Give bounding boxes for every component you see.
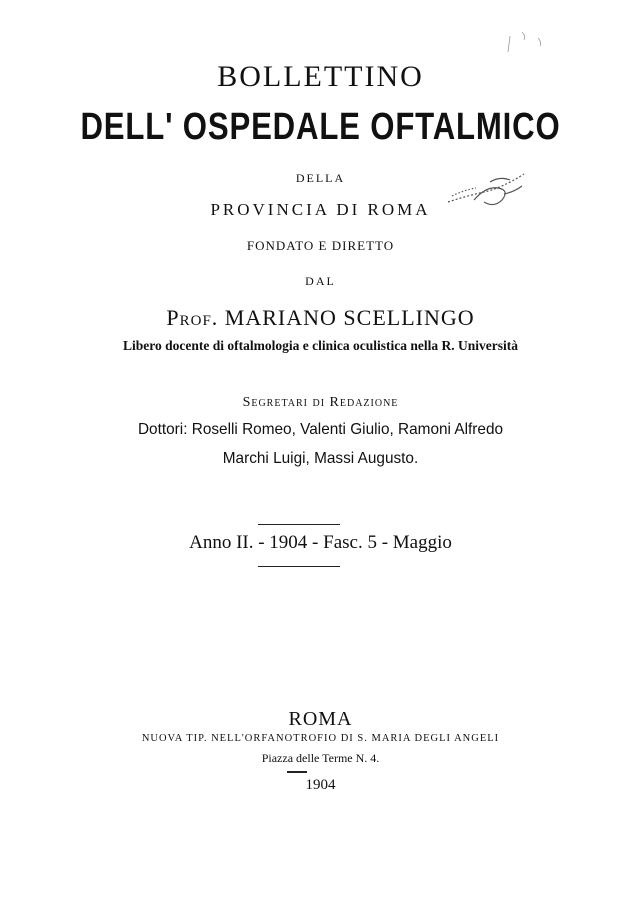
editorial-heading: Segretari di Redazione [242, 395, 399, 410]
author-name: MARIANO SCELLINGO [224, 305, 475, 330]
library-stamp-mark [444, 166, 530, 214]
dal-label: DAL [305, 274, 336, 288]
editorial-line-1: Dottori: Roselli Romeo, Valenti Giulio, Ramoni Alfredo [137, 421, 504, 438]
author-line [0, 305, 641, 331]
issue-rule-bottom [258, 566, 340, 567]
issue-line: Anno II. - 1904 - Fasc. 5 - Maggio [189, 532, 452, 553]
imprint-printer: NUOVA TIP. NELL'ORFANOTROFIO DI S. MARIA DEGLI ANGELI [141, 733, 500, 744]
author-prefix: Prof. [166, 305, 219, 330]
imprint-year: 1904 [305, 777, 336, 793]
title-line-1: BOLLETTINO [217, 60, 424, 93]
provincia-label: PROVINCIA DI ROMA [210, 200, 431, 219]
year-rule [287, 771, 307, 773]
imprint-address: Piazza delle Terme N. 4. [261, 751, 380, 765]
corner-pencil-mark [488, 28, 548, 58]
editorial-line-2: Marchi Luigi, Massi Augusto. [222, 450, 419, 467]
fondato-label: FONDATO E DIRETTO [246, 238, 395, 253]
title-line-2: DELL' OSPEDALE OFTALMICO [80, 106, 561, 148]
imprint-city: ROMA [288, 708, 353, 730]
della-label: DELLA [295, 171, 346, 185]
issue-rule-top [258, 524, 340, 525]
author-description: Libero docente di oftalmologia e clinica oculistica nella R. Università [123, 338, 518, 353]
